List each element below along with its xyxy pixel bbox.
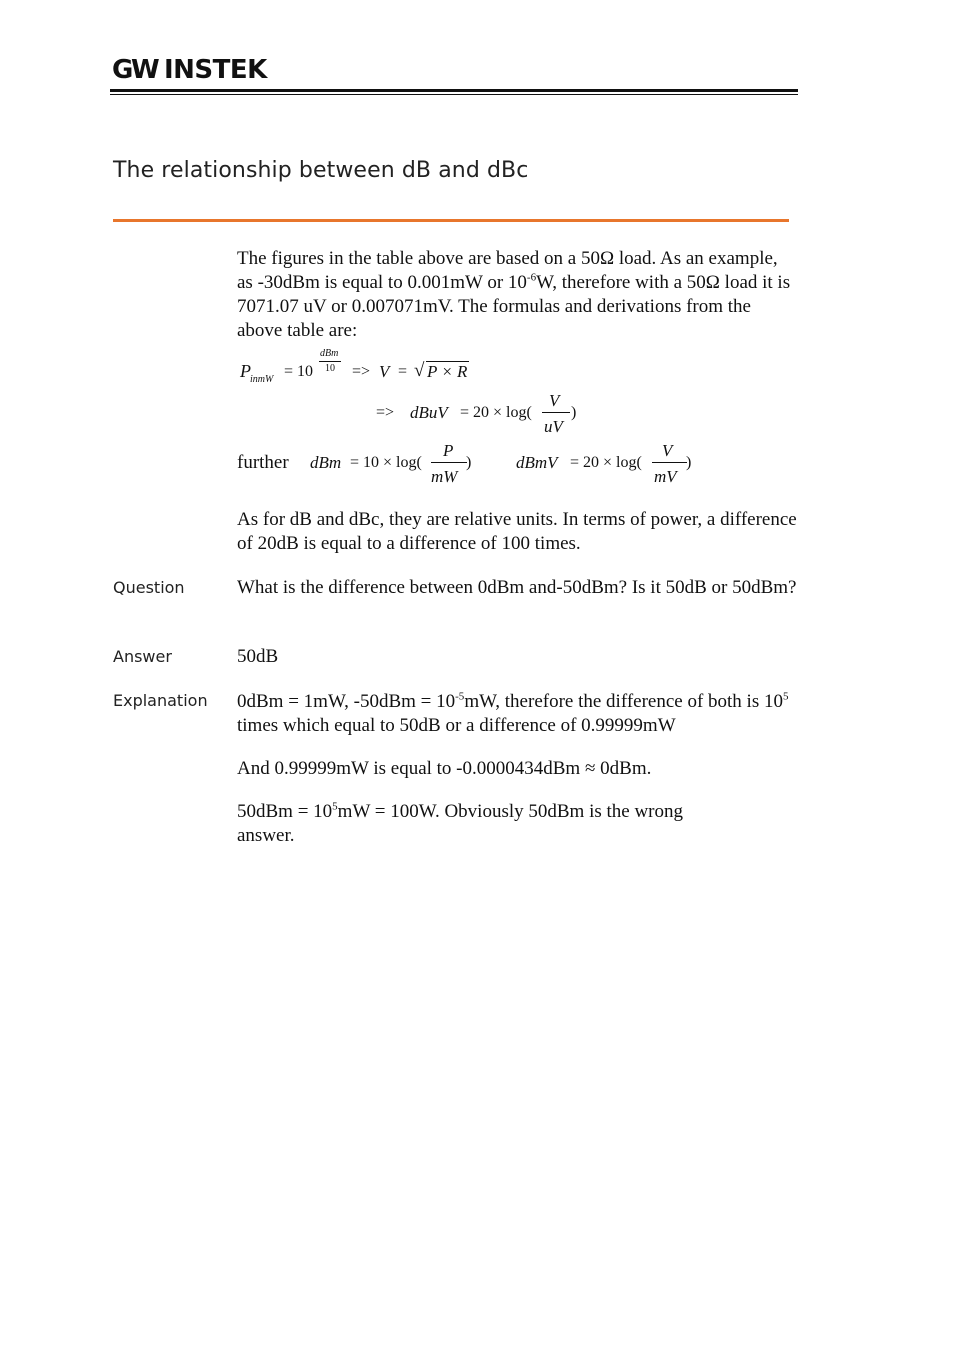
gw-instek-logo bbox=[112, 54, 277, 82]
svg-text:W: W bbox=[131, 55, 160, 82]
explanation-paragraph-3: $50dBm = 10^5mW = 100W$. Obviously 50dBm is the wrong answer. bbox=[237, 800, 684, 846]
header-rule-thin bbox=[110, 94, 798, 95]
answer-label: Answer bbox=[113, 647, 172, 666]
formula-power: P inmW = 10 dBm 10 => V = √ P × R bbox=[240, 348, 468, 385]
section-divider bbox=[113, 219, 789, 222]
question-text: What is the difference between 0dBm and-50dBm? Is it 50dB or 50dBm? bbox=[237, 577, 797, 598]
relative-units-paragraph: As for dB and dBc, they are relative units. In terms of power, a difference of 20dB is equal to a difference of 100 times. bbox=[237, 509, 797, 554]
svg-text:INSTEK: INSTEK bbox=[164, 55, 267, 82]
intro-paragraph: The figures in the table above are based on a 50Ω load. As an example, as -30dBm is equal to 0.001mW or $10^{-6}W$, therefore with a 50Ω load it is 7071.07 uV or 0.007071mV. The formulas and derivations from the above table are: bbox=[237, 248, 791, 341]
svg-text:G: G bbox=[112, 55, 134, 82]
explanation-paragraph-2: And 0.99999mW is equal to -0.0000434dBm ≈ 0dBm. bbox=[237, 758, 652, 779]
section-title: The relationship between dB and dBc bbox=[113, 158, 529, 183]
formula-dbm: dBm = 10 × log( P mW ) bbox=[310, 441, 472, 486]
formula-dbmv: dBmV = 20 × log( V mV ) bbox=[516, 441, 692, 486]
explanation-paragraph-1: 0dBm = 1mW, $-50dBm = 10^{-5}mW$, therefore the difference of both is $10^5$ times which equal to 50dB or a difference of 0.99999mW bbox=[237, 690, 789, 736]
explanation-label: Explanation bbox=[113, 691, 208, 710]
answer-text: 50dB bbox=[237, 646, 279, 667]
formula-dbuv: => dBuV = 20 × log( V uV ) bbox=[376, 391, 577, 436]
further-label: further bbox=[237, 452, 289, 473]
header-rule bbox=[110, 89, 798, 92]
question-label: Question bbox=[113, 578, 185, 597]
